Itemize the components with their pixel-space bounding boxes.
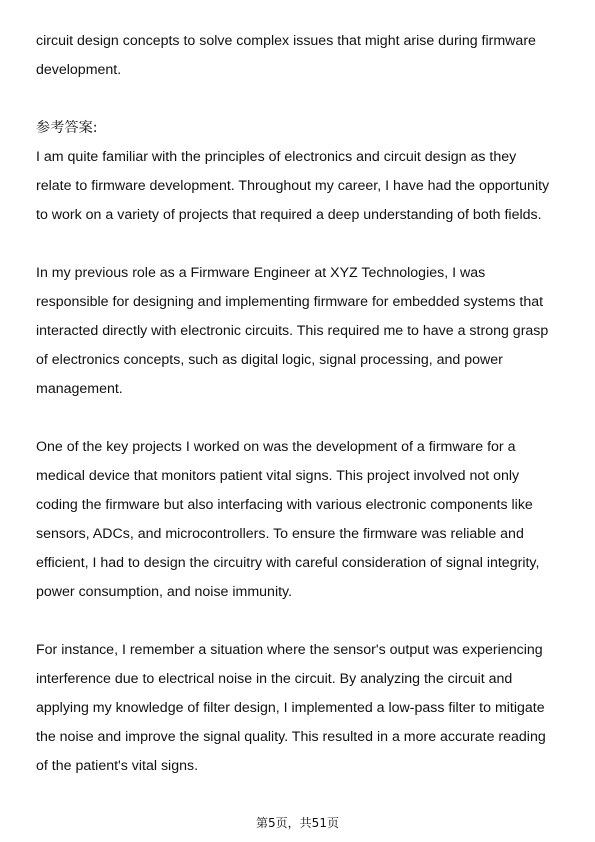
paragraph-spacer [36, 404, 566, 433]
paragraph-line: of the patient's vital signs. [36, 758, 199, 774]
paragraph [36, 259, 566, 404]
paragraph [36, 636, 566, 781]
paragraph-line: power consumption, and noise immunity. [36, 584, 293, 600]
paragraph-line: management. [36, 381, 123, 397]
paragraph-line: coding the firmware but also interfacing with various electronic components like [36, 497, 533, 513]
paragraph-line: sensors, ADCs, and microcontrollers. To ensure the firmware was reliable and [36, 526, 524, 542]
paragraph-spacer [36, 230, 566, 259]
paragraph-line: responsible for designing and implementing firmware for embedded systems that [36, 294, 544, 310]
paragraph-line: interacted directly with electronic circuits. This required me to have a strong grasp [36, 323, 549, 339]
paragraph-line: of electronics concepts, such as digital logic, signal processing, and power [36, 352, 503, 368]
paragraph-spacer [36, 85, 566, 114]
paragraph-line: For instance, I remember a situation where the sensor's output was experiencing [36, 642, 543, 658]
paragraph-line: efficient, I had to design the circuitry with careful consideration of signal integrity, [36, 555, 540, 571]
paragraph [36, 433, 566, 607]
paragraph-line: to work on a variety of projects that required a deep understanding of both fields. [36, 207, 542, 223]
paragraph-line: One of the key projects I worked on was the development of a firmware for a [36, 439, 516, 455]
intro-line: development. [36, 62, 122, 78]
paragraph-line: I am quite familiar with the principles of electronics and circuit design as they [36, 149, 517, 165]
paragraph-line: the noise and improve the signal quality. This resulted in a more accurate reading [36, 729, 546, 745]
paragraph-line: relate to firmware development. Throughout my career, I have had the opportunity [36, 178, 550, 194]
paragraph-line: In my previous role as a Firmware Engineer at XYZ Technologies, I was [36, 265, 486, 281]
paragraph-spacer [36, 607, 566, 636]
answer-label: 参考答案: [36, 120, 98, 136]
document-body [36, 27, 566, 781]
paragraph [36, 143, 566, 230]
intro-line: circuit design concepts to solve complex issues that might arise during firmware [36, 33, 536, 49]
paragraph-line: applying my knowledge of filter design, I implemented a low-pass filter to mitigate [36, 700, 545, 716]
page-footer: 第5页，共51页 [256, 816, 339, 830]
paragraph-line: medical device that monitors patient vital signs. This project involved not only [36, 468, 520, 484]
paragraph-line: interference due to electrical noise in the circuit. By analyzing the circuit and [36, 671, 513, 687]
